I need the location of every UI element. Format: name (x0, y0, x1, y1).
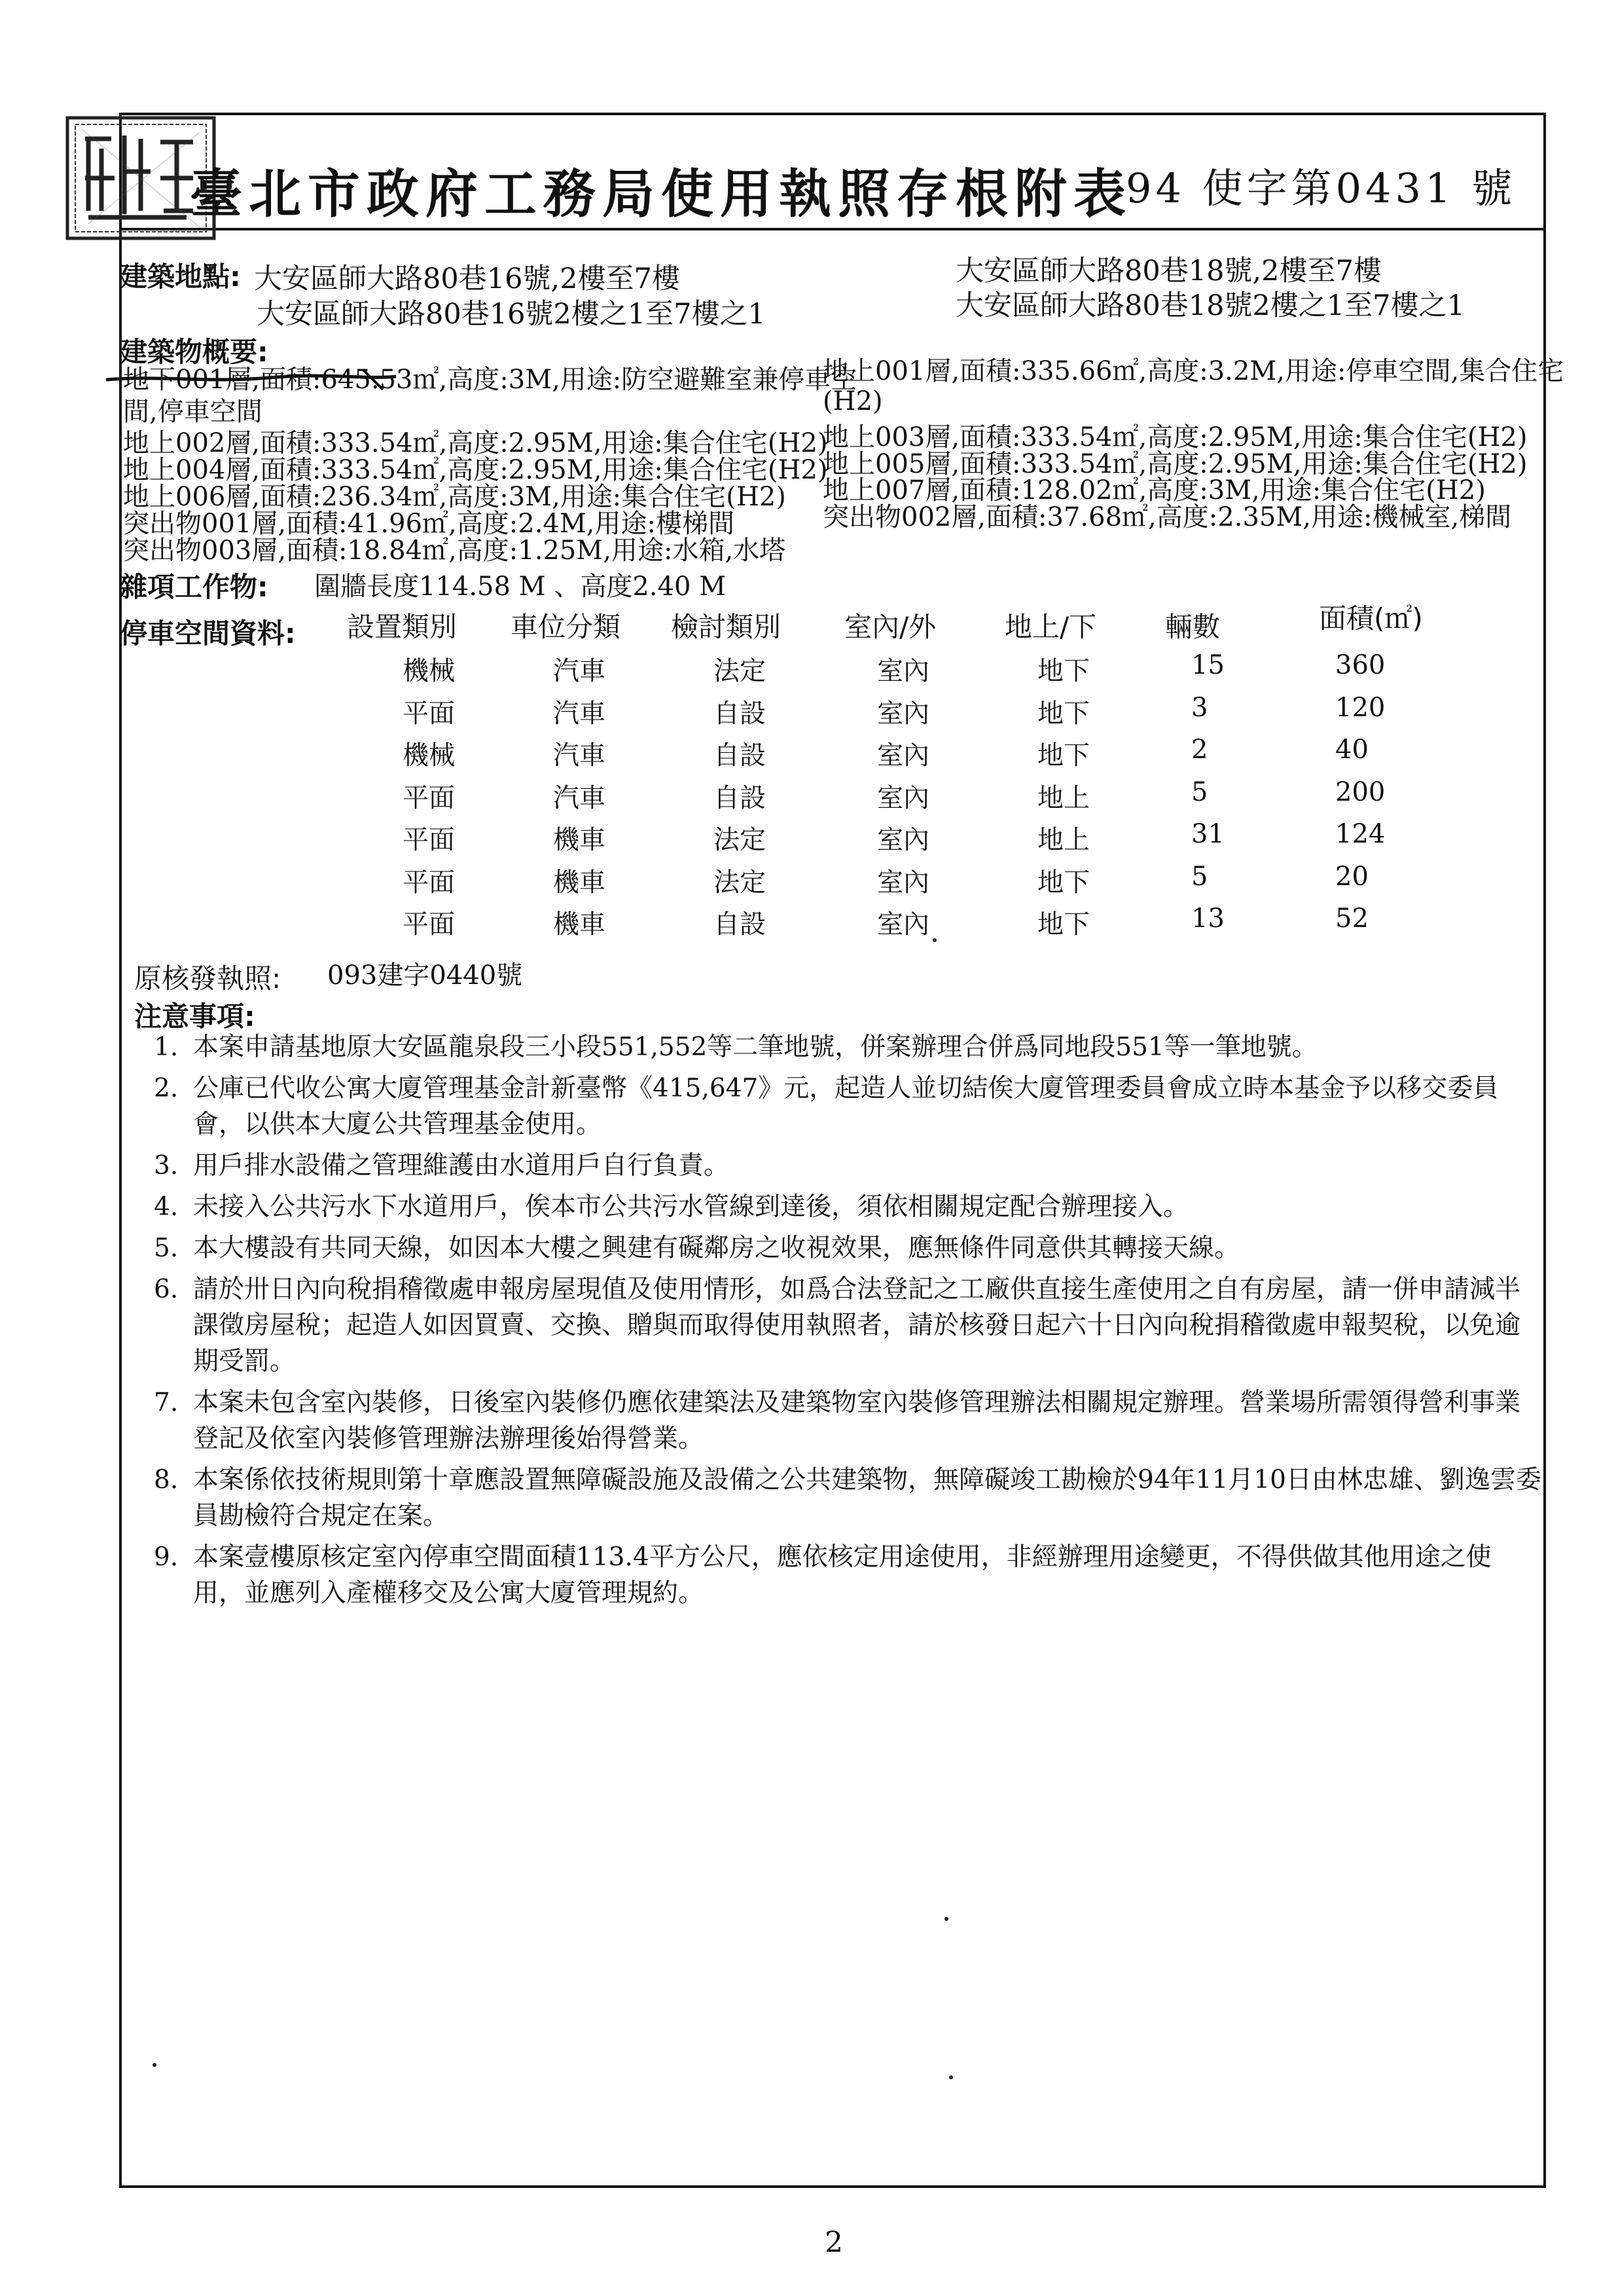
note-number: 5. (154, 1233, 179, 1263)
parking-cell-indoor: 室內 (877, 656, 929, 686)
parking-cell-level: 地下 (1037, 698, 1090, 729)
note-text: 用戶排水設備之管理維護由水道用戶自行負責。 (193, 1151, 730, 1180)
overview-label: 建築物概要: (120, 336, 268, 368)
parking-cell-type: 平面 (403, 698, 455, 729)
note-item (134, 1271, 1541, 1379)
permit-number: 94 使字第0431 號 (1126, 164, 1517, 212)
overview-left-4: 地上004層,面積:333.54㎡,高度:2.95M,用途:集合住宅(H2) (123, 455, 828, 485)
scan-speck (944, 1917, 948, 1921)
location-left-1: 大安區師大路80巷16號,2樓至7樓 (254, 263, 680, 295)
parking-cell-review: 自設 (713, 698, 766, 729)
parking-cell-count: 3 (1191, 692, 1208, 723)
overview-left-1: 地下001層,面積:645.53㎡,高度:3M,用途:防空避難室兼停車空 (123, 365, 857, 395)
page-number: 2 (825, 2226, 843, 2259)
original-permit-label: 原核發執照: (134, 962, 281, 994)
parking-cell-review: 自設 (713, 740, 766, 771)
note-item (134, 1539, 1541, 1611)
parking-cell-count: 13 (1191, 903, 1225, 934)
note-number: 7. (154, 1388, 179, 1417)
parking-cell-type: 機械 (403, 656, 455, 686)
parking-cell-level: 地上 (1037, 825, 1090, 855)
note-item (134, 1189, 1541, 1225)
title-divider (119, 228, 1546, 230)
parking-cell-indoor: 室內 (877, 825, 929, 855)
note-number: 6. (154, 1275, 179, 1304)
note-item (134, 1230, 1541, 1266)
overview-right-1: 地上001層,面積:335.66㎡,高度:3.2M,用途:停車空間,集合住宅 (823, 356, 1564, 386)
scan-speck (933, 938, 937, 942)
note-text: 本案壹樓原核定室內停車空間面積113.4平方公尺，應依核定用途使用，非經辦理用途變更，不得供做其他用途之使用，並應列入產權移交及公寓大廈管理規約。 (193, 1542, 1492, 1608)
parking-cell-type: 平面 (403, 782, 455, 813)
parking-header-class: 車位分類 (511, 611, 621, 643)
overview-right-3: 地上003層,面積:333.54㎡,高度:2.95M,用途:集合住宅(H2) (823, 422, 1528, 452)
note-item (134, 1070, 1541, 1142)
note-text: 本大樓設有共同天線，如因本大樓之興建有礙鄰房之收視效果，應無條件同意供其轉接天線。 (193, 1233, 1240, 1263)
parking-cell-review: 自設 (713, 782, 766, 813)
note-number: 9. (154, 1542, 179, 1572)
parking-cell-level: 地下 (1037, 867, 1090, 898)
overview-left-6: 突出物001層,面積:41.96㎡,高度:2.4M,用途:樓梯間 (123, 509, 735, 539)
note-number: 3. (154, 1151, 179, 1180)
note-number: 8. (154, 1465, 179, 1495)
overview-left-5: 地上006層,面積:236.34㎡,高度:3M,用途:集合住宅(H2) (123, 482, 786, 512)
parking-cell-count: 31 (1191, 819, 1225, 849)
note-text: 本案係依技術規則第十章應設置無障礙設施及設備之公共建築物，無障礙竣工勘檢於94年11月10日由林忠雄、劉逸雲委員勘檢符合規定在案。 (193, 1465, 1541, 1531)
parking-cell-level: 地下 (1037, 656, 1090, 686)
parking-cell-review: 自設 (713, 909, 766, 939)
overview-left-7: 突出物003層,面積:18.84㎡,高度:1.25M,用途:水箱,水塔 (123, 536, 786, 566)
scan-speck (949, 2075, 953, 2079)
misc-value: 圍牆長度114.58 M 、高度2.40 M (314, 572, 727, 602)
note-number: 2. (154, 1074, 179, 1103)
parking-cell-area: 52 (1335, 903, 1369, 934)
note-text: 本案申請基地原大安區龍泉段三小段551,552等二筆地號，併案辦理合併爲同地段551等一筆地號。 (193, 1032, 1318, 1062)
parking-cell-class: 汽車 (553, 656, 605, 686)
note-item (134, 1385, 1541, 1457)
parking-header-count: 輛數 (1165, 611, 1221, 643)
notes-label: 注意事項: (134, 1000, 255, 1032)
parking-cell-area: 360 (1335, 650, 1386, 680)
note-item (134, 1148, 1541, 1184)
original-permit-value: 093建字0440號 (327, 960, 523, 991)
overview-right-2: (H2) (823, 386, 883, 416)
notes-list (134, 1029, 1541, 1616)
parking-cell-type: 平面 (403, 909, 455, 939)
parking-cell-area: 124 (1335, 819, 1386, 849)
parking-cell-indoor: 室內 (877, 909, 929, 939)
parking-cell-type: 平面 (403, 867, 455, 898)
parking-cell-level: 地下 (1037, 909, 1090, 939)
note-number: 1. (154, 1032, 179, 1062)
overview-right-5: 地上007層,面積:128.02㎡,高度:3M,用途:集合住宅(H2) (823, 475, 1486, 505)
parking-cell-type: 平面 (403, 825, 455, 855)
parking-cell-class: 汽車 (553, 782, 605, 813)
parking-cell-count: 15 (1191, 650, 1225, 680)
parking-cell-review: 法定 (713, 825, 766, 855)
scan-speck (153, 2063, 156, 2067)
note-text: 本案未包含室內裝修，日後室內裝修仍應依建築法及建築物室內裝修管理辦法相關規定辦理。營業場所需領得營利事業登記及依室內裝修管理辦法辦理後始得營業。 (193, 1388, 1521, 1453)
parking-cell-count: 5 (1191, 776, 1208, 807)
parking-cell-class: 機車 (553, 909, 605, 939)
overview-right-4: 地上005層,面積:333.54㎡,高度:2.95M,用途:集合住宅(H2) (823, 449, 1528, 479)
note-item (134, 1029, 1541, 1065)
note-text: 公庫已代收公寓大廈管理基金計新臺幣《415,647》元，起造人並切結俟大廈管理委員會成立時本基金予以移交委員會，以供本大廈公共管理基金使用。 (193, 1074, 1499, 1139)
note-item (134, 1462, 1541, 1534)
parking-cell-level: 地上 (1037, 782, 1090, 813)
location-right-1: 大安區師大路80巷18號,2樓至7樓 (956, 255, 1382, 287)
overview-left-2: 間,停車空間 (123, 397, 262, 427)
parking-cell-class: 汽車 (553, 698, 605, 729)
parking-cell-indoor: 室內 (877, 698, 929, 729)
parking-cell-count: 5 (1191, 861, 1208, 892)
misc-label: 雜項工作物: (120, 571, 268, 603)
location-label: 建築地點: (120, 261, 241, 293)
parking-cell-count: 2 (1191, 735, 1208, 765)
parking-header-indoor: 室內/外 (844, 611, 937, 643)
parking-cell-area: 40 (1335, 735, 1369, 765)
parking-cell-class: 機車 (553, 867, 605, 898)
parking-header-level: 地上/下 (1005, 611, 1097, 643)
overview-right-6: 突出物002層,面積:37.68㎡,高度:2.35M,用途:機械室,梯間 (823, 502, 1512, 532)
parking-cell-level: 地下 (1037, 740, 1090, 771)
parking-cell-class: 機車 (553, 825, 605, 855)
parking-cell-area: 120 (1335, 692, 1386, 723)
note-number: 4. (154, 1192, 179, 1222)
parking-cell-class: 汽車 (553, 740, 605, 771)
parking-cell-type: 機械 (403, 740, 455, 771)
parking-label: 停車空間資料: (120, 617, 296, 649)
page-title: 臺北市政府工務局使用執照存根附表 (190, 163, 1132, 225)
parking-header-area: 面積(㎡) (1319, 602, 1423, 634)
parking-cell-area: 20 (1335, 861, 1369, 892)
handwritten-strike-mark (105, 363, 399, 403)
parking-header-type: 設置類別 (347, 611, 458, 643)
parking-cell-indoor: 室內 (877, 740, 929, 771)
parking-header-review: 檢討類別 (671, 611, 782, 643)
location-right-2: 大安區師大路80巷18號2樓之1至7樓之1 (956, 289, 1465, 322)
parking-cell-indoor: 室內 (877, 782, 929, 813)
parking-cell-review: 法定 (713, 867, 766, 898)
note-text: 請於卅日內向稅捐稽徵處申報房屋現值及使用情形，如爲合法登記之工廠供直接生產使用之自有房屋，請一併申請減半課徵房屋稅；起造人如因買賣、交換、贈與而取得使用執照者，請於核發日起六十日內向稅捐稽徵處申報契稅，以免逾期受罰。 (193, 1275, 1521, 1376)
parking-cell-indoor: 室內 (877, 867, 929, 898)
note-text: 未接入公共污水下水道用戶，俟本市公共污水管線到達後，須依相關規定配合辦理接入。 (193, 1192, 1189, 1222)
parking-cell-review: 法定 (713, 656, 766, 686)
location-left-2: 大安區師大路80巷16號2樓之1至7樓之1 (257, 298, 766, 331)
parking-cell-area: 200 (1335, 776, 1386, 807)
overview-left-3: 地上002層,面積:333.54㎡,高度:2.95M,用途:集合住宅(H2) (123, 428, 828, 458)
